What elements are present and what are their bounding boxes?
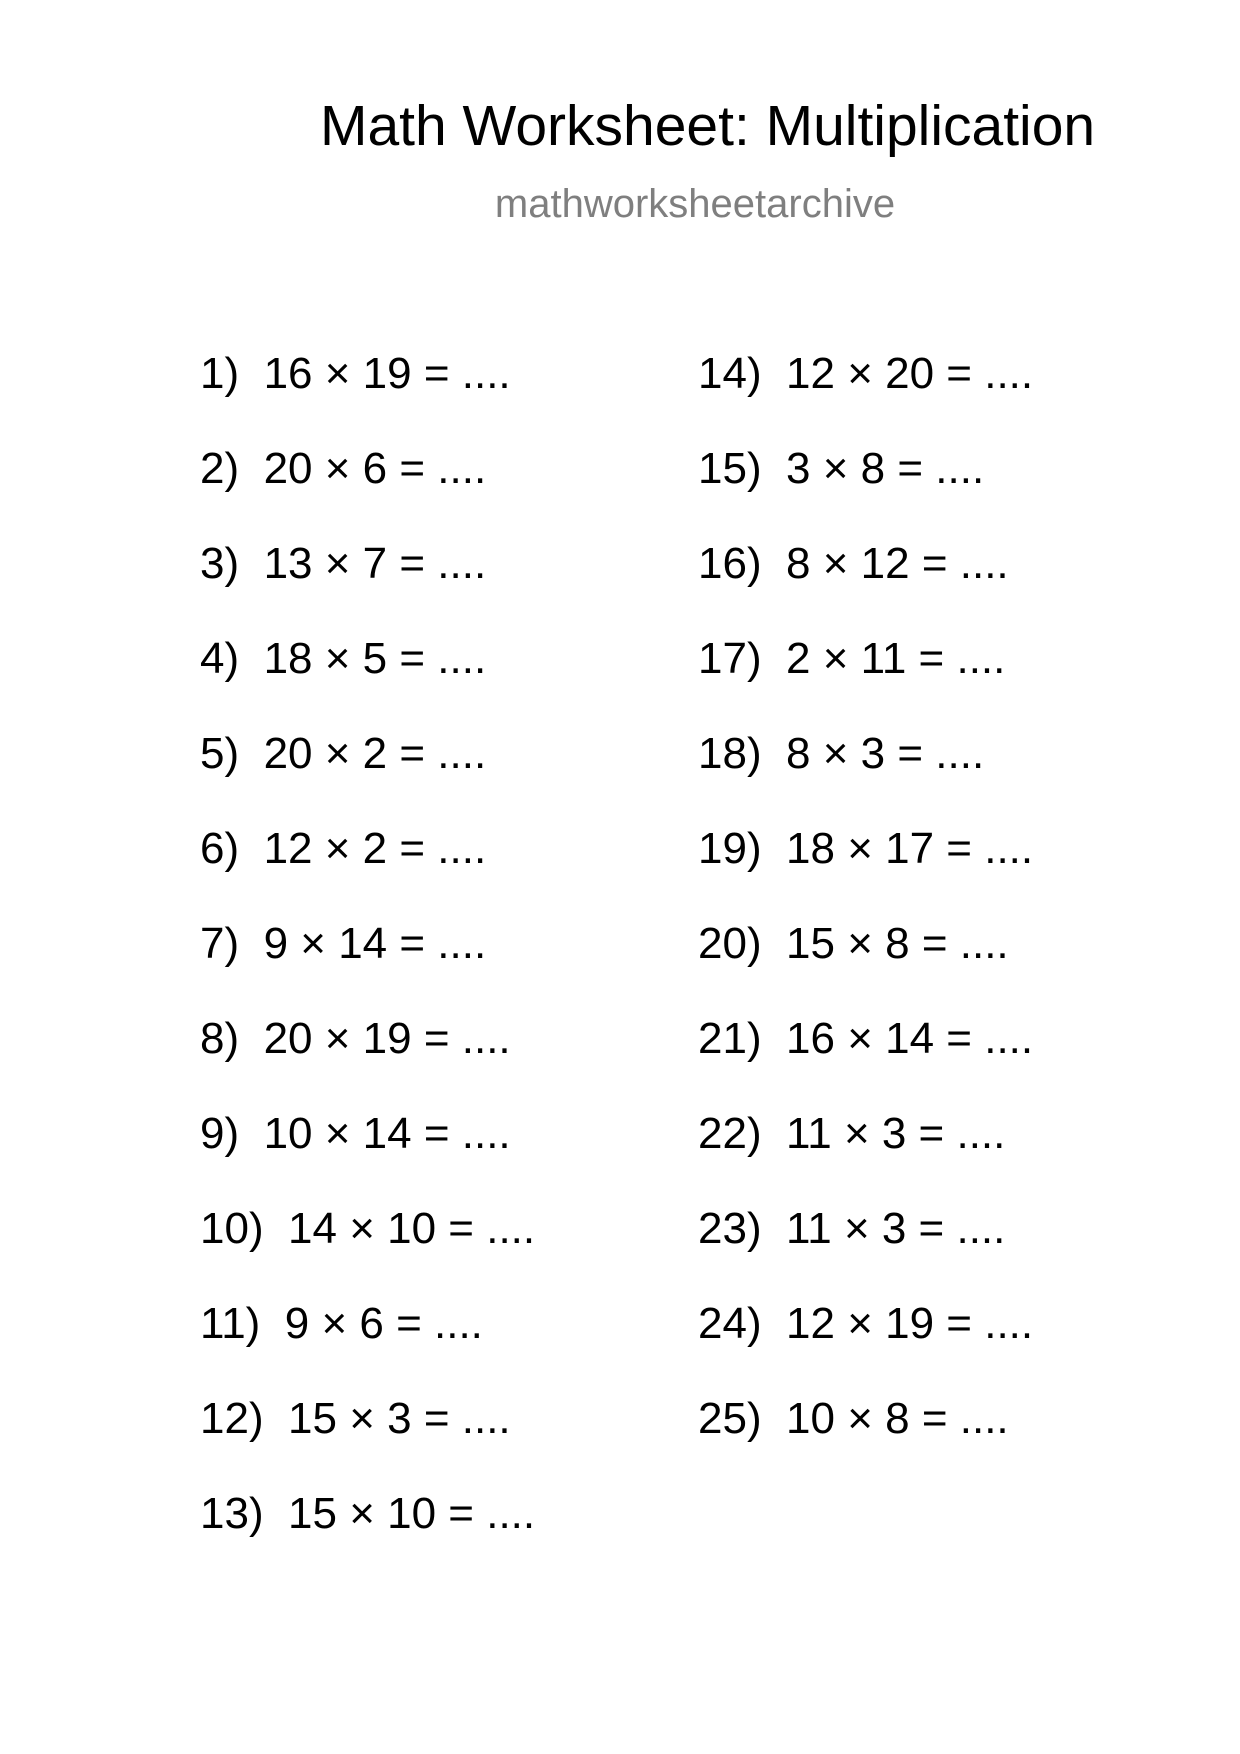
problem-item: 5) 20 × 2 = .... [200, 729, 487, 778]
problem-item: 9) 10 × 14 = .... [200, 1109, 511, 1158]
problem-item: 18) 8 × 3 = .... [698, 729, 985, 778]
page-subtitle: mathworksheetarchive [494, 182, 896, 226]
problem-item: 16) 8 × 12 = .... [698, 539, 1009, 588]
problem-item: 8) 20 × 19 = .... [200, 1014, 511, 1063]
problem-item: 12) 15 × 3 = .... [200, 1394, 511, 1443]
problem-list-left [200, 349, 536, 1587]
problem-item: 25) 10 × 8 = .... [698, 1394, 1009, 1443]
problem-item: 15) 3 × 8 = .... [698, 444, 985, 493]
problem-item: 3) 13 × 7 = .... [200, 539, 487, 588]
problem-item: 23) 11 × 3 = .... [698, 1204, 1006, 1253]
problem-item: 10) 14 × 10 = .... [200, 1204, 536, 1253]
problem-item: 7) 9 × 14 = .... [200, 919, 487, 968]
problem-item: 6) 12 × 2 = .... [200, 824, 487, 873]
problem-item: 20) 15 × 8 = .... [698, 919, 1009, 968]
problem-item: 17) 2 × 11 = .... [698, 634, 1006, 683]
problem-item: 24) 12 × 19 = .... [698, 1299, 1034, 1348]
problem-item: 11) 9 × 6 = .... [200, 1299, 483, 1348]
problem-item: 4) 18 × 5 = .... [200, 634, 487, 683]
problem-list-right [698, 349, 1034, 1492]
problem-item: 13) 15 × 10 = .... [200, 1489, 536, 1538]
problem-item: 2) 20 × 6 = .... [200, 444, 487, 493]
problem-item: 21) 16 × 14 = .... [698, 1014, 1034, 1063]
problem-item: 19) 18 × 17 = .... [698, 824, 1034, 873]
page-title: Math Worksheet: Multiplication [320, 94, 1096, 158]
problem-item: 22) 11 × 3 = .... [698, 1109, 1006, 1158]
problem-item: 1) 16 × 19 = .... [200, 349, 511, 398]
problem-item: 14) 12 × 20 = .... [698, 349, 1034, 398]
